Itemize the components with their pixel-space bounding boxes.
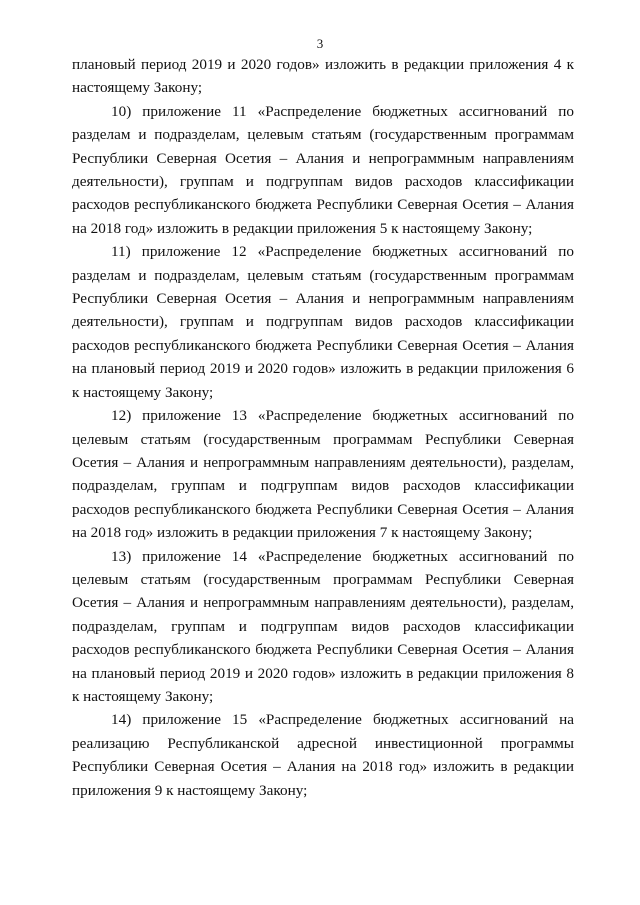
paragraph-item-14: 14) приложение 15 «Распределение бюджетных ассигнований на реализацию Республиканской адресной инвестиционной программы Республики Северная Осетия – Алания на 2018 год» изложить в редакции приложения 9 к настоящему Закону; — [72, 711, 574, 799]
paragraph-continuation: плановый период 2019 и 2020 годов» изложить в редакции приложения 4 к настоящему Закону; — [72, 56, 574, 97]
paragraph-item-10: 10) приложение 11 «Распределение бюджетных ассигнований по разделам и подразделам, целевым статьям (государственным программам Республики Северная Осетия – Алания и непрограммным направлениям деятельности), группам и подгруппам видов расходов классификации расходов республиканского бюджета Республики Северная Осетия – Алания на 2018 год» изложить в редакции приложения 5 к настоящему Закону; — [72, 102, 574, 237]
paragraph-item-12: 12) приложение 13 «Распределение бюджетных ассигнований по целевым статьям (государственным программам Республики Северная Осетия – Алания и непрограммным направлениям деятельности), разделам, подразделам, группам и подгруппам видов расходов классификации расходов республиканского бюджета Республики Северная Осетия – Алания на 2018 год» изложить в редакции приложения 7 к настоящему Закону; — [72, 407, 574, 542]
page-number: 3 — [316, 36, 324, 51]
document-body — [72, 53, 574, 802]
paragraph-item-11: 11) приложение 12 «Распределение бюджетных ассигнований по разделам и подразделам, целевым статьям (государственным программам Республики Северная Осетия – Алания и непрограммным направлениям деятельности), группам и подгруппам видов расходов классификации расходов республиканского бюджета Республики Северная Осетия – Алания на плановый период 2019 и 2020 годов» изложить в редакции приложения 6 к настоящему Закону; — [72, 243, 574, 401]
paragraph-item-13: 13) приложение 14 «Распределение бюджетных ассигнований по целевым статьям (государственным программам Республики Северная Осетия – Алания и непрограммным направлениям деятельности), разделам, подразделам, группам и подгруппам видов расходов классификации расходов республиканского бюджета Республики Северная Осетия – Алания на плановый период 2019 и 2020 годов» изложить в редакции приложения 8 к настоящему Закону; — [72, 547, 574, 705]
